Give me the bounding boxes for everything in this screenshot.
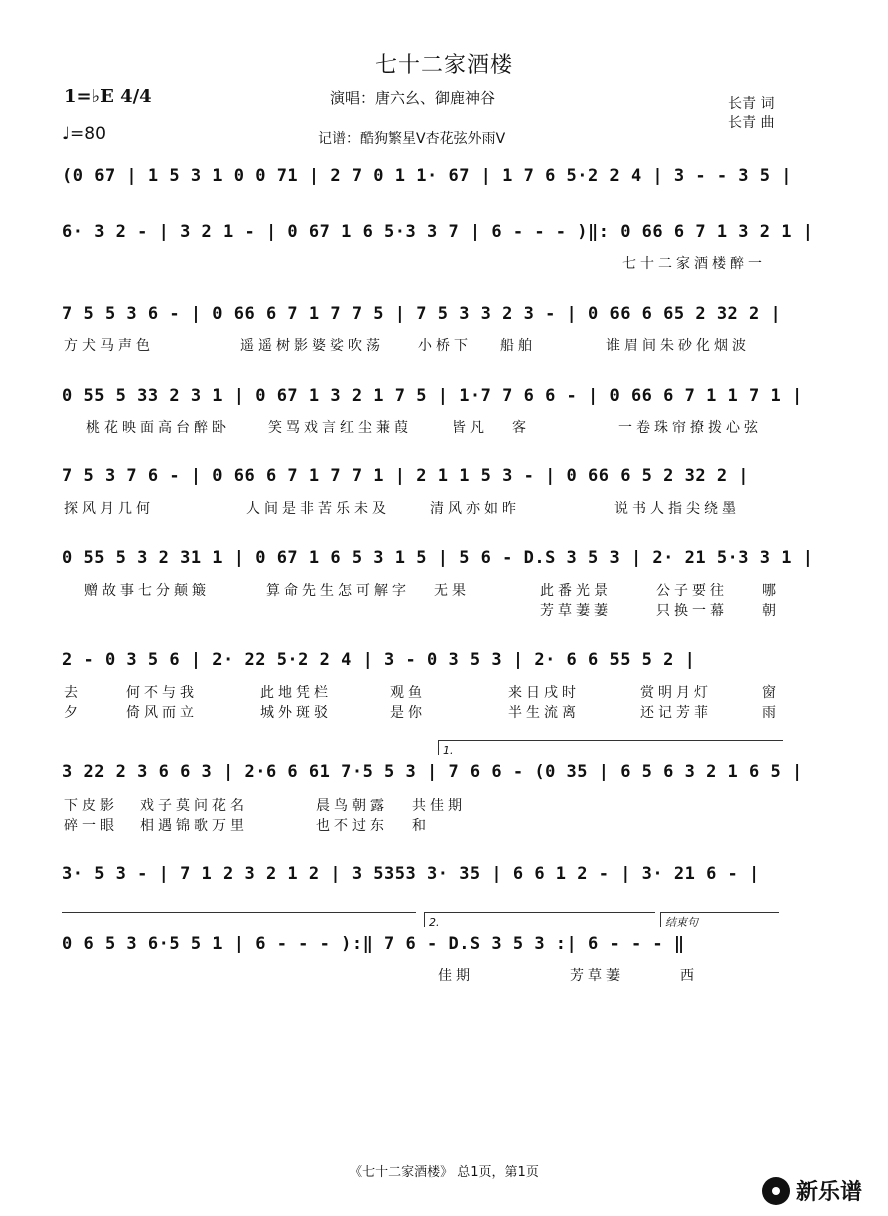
lyric-line: 共佳期 xyxy=(412,798,466,814)
key-signature: 1=♭E 4/4 xyxy=(64,86,152,107)
lyric-line: 西 xyxy=(680,968,698,984)
lyric-line: 和 xyxy=(412,818,430,834)
lyric-line: 七十二家酒楼醉一 xyxy=(622,256,766,272)
lyric-line: 赠故事七分颠簸 xyxy=(84,583,210,599)
score-row-4: 0 55 5 33 2 3 1 | 0 67 1 3 2 1 7 5 | 1·7 7 6 6 - | 0 66 6 7 1 1 7 1 | xyxy=(62,386,803,406)
volta-bracket-first xyxy=(438,740,783,755)
singer-credit: 演唱：唐六幺、御鹿神谷 xyxy=(330,89,496,107)
lyric-line: 桃花映面高台醉卧 xyxy=(86,420,230,436)
lyric-line: 皆凡 xyxy=(452,420,488,436)
lyric-line: 去 xyxy=(64,685,82,701)
tempo-marking: ♩=80 xyxy=(62,124,106,144)
volta-bracket-ending xyxy=(660,912,779,927)
lyric-line: 晨鸟朝露 xyxy=(316,798,388,814)
score-row-7: 2 - 0 3 5 6 | 2· 22 5·2 2 4 | 3 - 0 3 5 3 | 2· 6 6 55 5 2 | xyxy=(62,650,696,670)
lyric-line: 芳草萋萋 xyxy=(540,603,612,619)
volta-label: 2. xyxy=(429,916,440,929)
volta-label: 1. xyxy=(443,744,454,757)
lyric-line: 戏子莫问花名 xyxy=(140,798,248,814)
lyric-line: 公子要往 xyxy=(656,583,728,599)
lyric-line: 说书人指尖绕墨 xyxy=(614,501,740,517)
lyric-line: 雨 xyxy=(762,705,780,721)
lyric-line: 算命先生怎可解字 xyxy=(266,583,410,599)
score-row-6: 0 55 5 3 2 31 1 | 0 67 1 6 5 3 1 5 | 5 6 - D.S 3 5 3 | 2· 21 5·3 3 1 | xyxy=(62,548,814,568)
lyric-line: 何不与我 xyxy=(126,685,198,701)
lyric-line: 半生流离 xyxy=(508,705,580,721)
lyric-line: 此番光景 xyxy=(540,583,612,599)
volta-bracket-second xyxy=(424,912,655,927)
lyric-line: 一卷珠帘撩拨心弦 xyxy=(618,420,762,436)
lyric-line: 朝 xyxy=(762,603,780,619)
lyric-line: 来日戌时 xyxy=(508,685,580,701)
score-row-1: (0 67 | 1 5 3 1 0 0 71 | 2 7 0 1 1· 67 | 1 7 6 5·2 2 4 | 3 - - 3 5 | xyxy=(62,166,792,186)
lyric-line: 只换一幕 xyxy=(656,603,728,619)
score-row-9: 3· 5 3 - | 7 1 2 3 2 1 2 | 3 5353 3· 35 | 6 6 1 2 - | 3· 21 6 - | xyxy=(62,864,760,884)
lyric-line: 清风亦如昨 xyxy=(430,501,520,517)
scribe-credit: 记谱：酷狗繁星V杏花弦外雨V xyxy=(318,131,506,147)
lyric-line: 赏明月灯 xyxy=(640,685,712,701)
lyric-line: 此地凭栏 xyxy=(260,685,332,701)
brand-name: 新乐谱 xyxy=(796,1180,863,1205)
record-disc-icon xyxy=(762,1177,790,1205)
page-footer: 《七十二家酒楼》 总1页，第1页 xyxy=(349,1165,539,1180)
lyric-line: 下皮影 xyxy=(64,798,118,814)
lyric-line: 相遇锦歌万里 xyxy=(140,818,248,834)
lyric-line: 小桥下 xyxy=(418,338,472,354)
lyric-line: 无果 xyxy=(434,583,470,599)
lyric-line: 客 xyxy=(512,420,530,436)
lyric-line: 芳草萋 xyxy=(570,968,624,984)
lyric-line: 是你 xyxy=(390,705,426,721)
score-row-3: 7 5 5 3 6 - | 0 66 6 7 1 7 7 5 | 7 5 3 3 2 3 - | 0 66 6 65 2 32 2 | xyxy=(62,304,782,324)
score-row-2: 6· 3 2 - | 3 2 1 - | 0 67 1 6 5·3 3 7 | 6 - - - )‖: 0 66 6 7 1 3 2 1 | xyxy=(62,222,814,242)
lyric-line: 哪 xyxy=(762,583,780,599)
lyric-line: 笑骂戏言红尘蒹葭 xyxy=(268,420,412,436)
lyric-line: 人间是非苦乐未及 xyxy=(246,501,390,517)
lyric-line: 探风月几何 xyxy=(64,501,154,517)
song-title: 七十二家酒楼 xyxy=(374,53,513,78)
lyric-line: 佳期 xyxy=(438,968,474,984)
score-row-8: 3 22 2 3 6 6 3 | 2·6 6 61 7·5 5 3 | 7 6 6 - (0 35 | 6 5 6 3 2 1 6 5 | xyxy=(62,762,803,782)
lyric-line: 还记芳菲 xyxy=(640,705,712,721)
brand-logo xyxy=(762,1175,862,1206)
lyric-line: 也不过东 xyxy=(316,818,388,834)
lyric-line: 城外斑驳 xyxy=(260,705,332,721)
lyricist-credit: 长青 词 xyxy=(728,96,775,112)
lyric-line: 倚风而立 xyxy=(126,705,198,721)
lyric-line: 碎一眼 xyxy=(64,818,118,834)
lyric-line: 观鱼 xyxy=(390,685,426,701)
lyric-line: 方犬马声色 xyxy=(64,338,154,354)
lyric-line: 谁眉间朱砂化烟波 xyxy=(606,338,750,354)
score-row-10: 0 6 5 3 6·5 5 1 | 6 - - - ):‖ 7 6 - D.S 3 5 3 :| 6 - - - ‖ xyxy=(62,934,685,954)
lyric-line: 遥遥树影婆娑吹荡 xyxy=(240,338,384,354)
score-row-5: 7 5 3 7 6 - | 0 66 6 7 1 7 7 1 | 2 1 1 5 3 - | 0 66 6 5 2 32 2 | xyxy=(62,466,750,486)
volta-label: 结束句 xyxy=(665,916,698,929)
lyric-line: 窗 xyxy=(762,685,780,701)
volta-bracket-continue xyxy=(62,912,416,927)
lyric-line: 夕 xyxy=(64,705,82,721)
composer-credit: 长青 曲 xyxy=(728,115,775,131)
lyric-line: 船舶 xyxy=(500,338,536,354)
